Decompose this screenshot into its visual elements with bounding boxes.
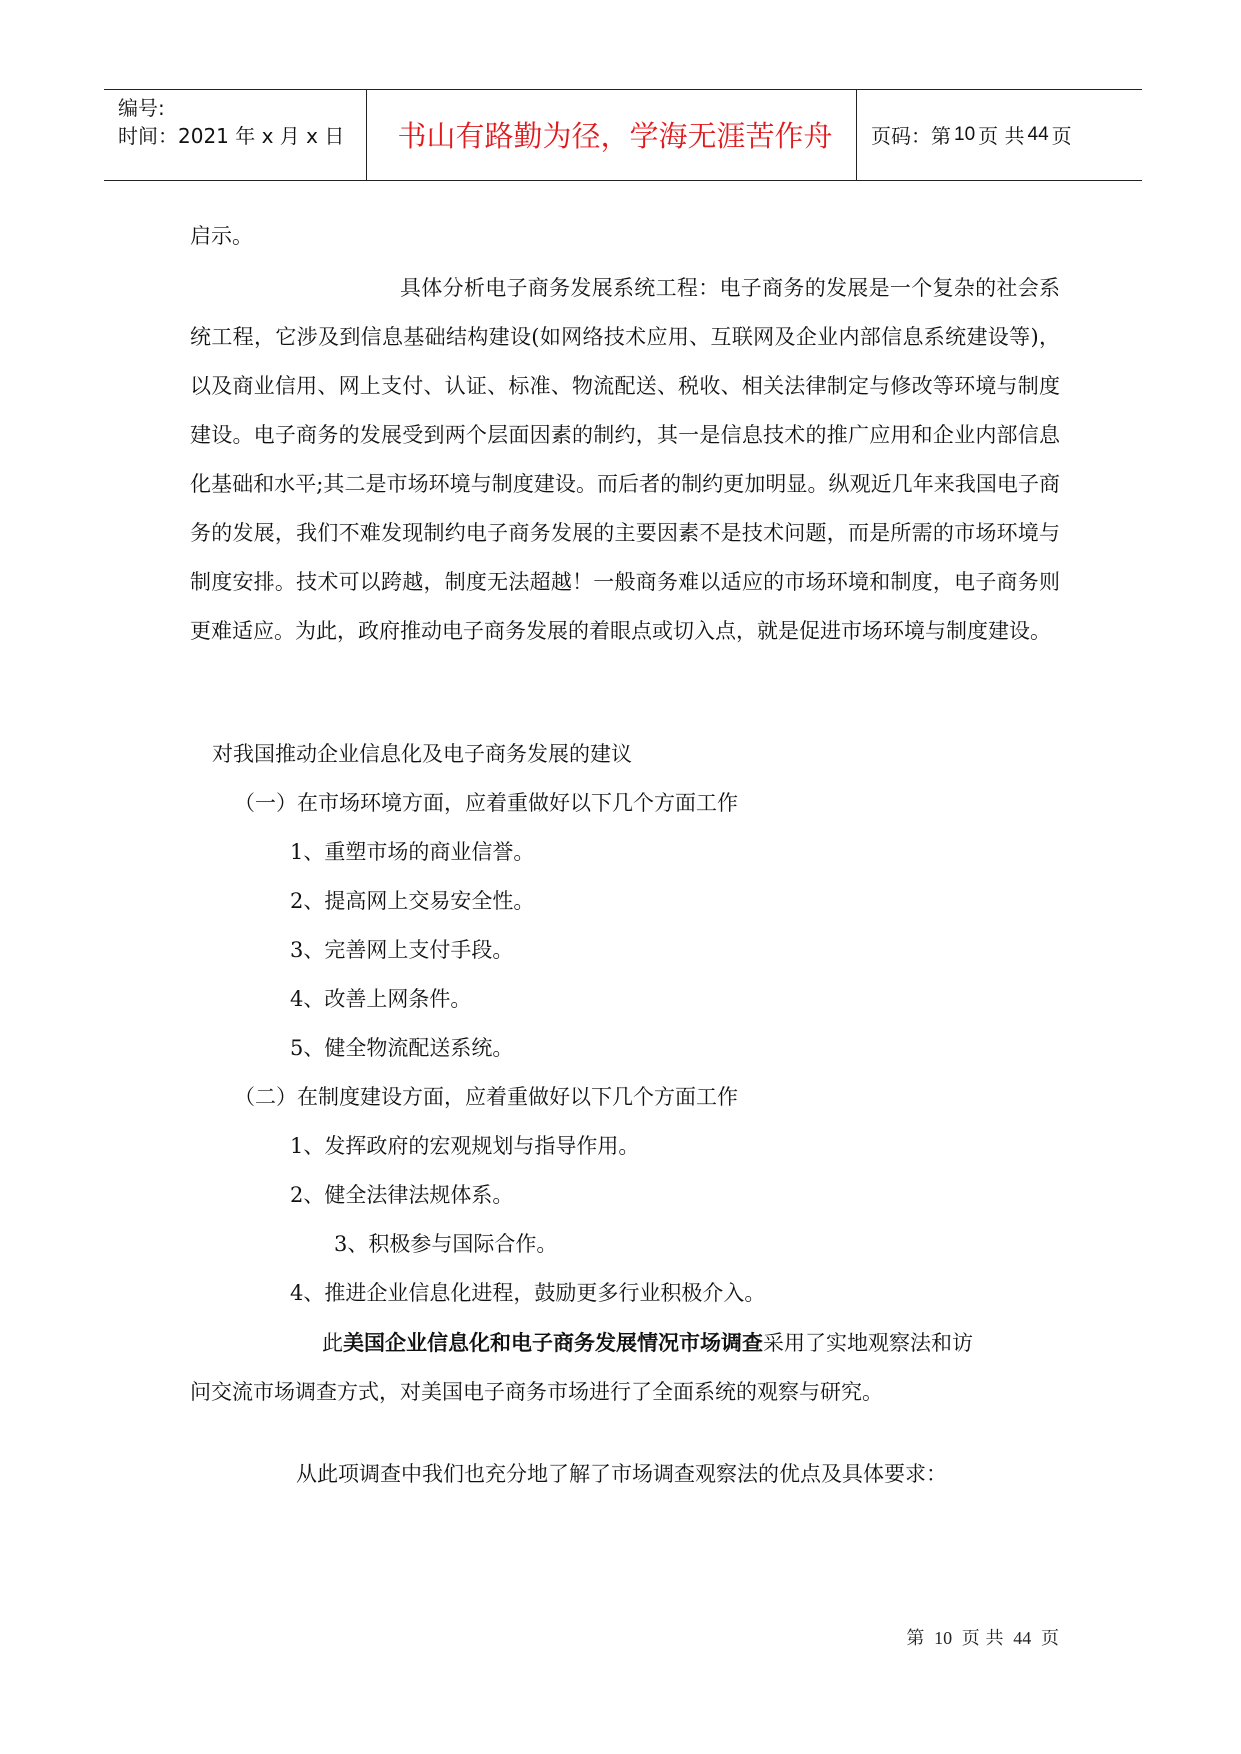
doc-number-label: 编号: [118,96,165,120]
section2-item: 3、积极参与国际合作。 [334,1232,558,1256]
footer-mid: 页 共 [961,1628,1004,1649]
section1-item: 1、重塑市场的商业信誉。 [290,840,535,864]
header-page-prefix: 页码：第 [871,124,951,148]
survey-line-1 [322,1329,973,1357]
section1-title: （一）在市场环境方面，应着重做好以下几个方面工作 [234,791,738,815]
header-page-mid: 页 共 [978,124,1025,148]
analysis-paragraph [190,264,1060,656]
footer-total: 44 [1013,1628,1032,1648]
survey-suffix: 采用了实地观察法和访 [763,1331,973,1355]
footer-suffix: 页 [1041,1628,1059,1649]
section1-item: 2、提高网上交易安全性。 [290,889,535,913]
footer-prefix: 第 [906,1628,925,1649]
page-header [104,89,1142,181]
header-page-counter [871,90,1072,179]
section2-title: （二）在制度建设方面，应着重做好以下几个方面工作 [234,1085,738,1109]
survey-line-2: 问交流市场调查方式，对美国电子商务市场进行了全面系统的观察与研究。 [190,1380,883,1404]
header-page-current: 10 [954,123,976,145]
section1-item: 5、健全物流配送系统。 [290,1036,514,1060]
time-label: 时间：2021 年 x 月 x 日 [118,124,345,148]
section2-item: 4、推进企业信息化进程，鼓励更多行业积极介入。 [290,1281,766,1305]
header-meta [118,94,344,150]
suggestion-title: 对我国推动企业信息化及电子商务发展的建议 [212,742,632,766]
survey-prefix: 此 [322,1331,343,1355]
header-divider [856,90,857,180]
section2-item: 1、发挥政府的宏观规划与指导作用。 [290,1134,640,1158]
section1-item: 3、完善网上支付手段。 [290,938,514,962]
header-motto: 书山有路勤为径，学海无涯苦作舟 [397,119,833,153]
footer-current: 10 [934,1628,953,1648]
section1-item: 4、改善上网条件。 [290,987,472,1011]
header-page-total: 44 [1027,123,1049,145]
conclusion-line: 从此项调查中我们也充分地了解了市场调查观察法的优点及具体要求： [296,1462,947,1486]
survey-bold-title: 美国企业信息化和电子商务发展情况市场调查 [343,1331,763,1355]
header-divider [366,90,367,180]
line-qishi: 启示。 [190,224,253,248]
header-page-suffix: 页 [1051,124,1072,148]
analysis-text: 具体分析电子商务发展系统工程：电子商务的发展是一个复杂的社会系统工程，它涉及到信息基础结构建设(如网络技术应用、互联网及企业内部信息系统建设等)，以及商业信用、网上支付、认证、标准、物流配送、税收、相关法律制定与修改等环境与制度建设。电子商务的发展受到两个层面因素的制约，其一是信息技术的推广应用和企业内部信息化基础和水平;其二是市场环境与制度建设。而后者的制约更加明显。纵观近几年来我国电子商务的发展，我们不难发现制约电子商务发展的主要因素不是技术问题，而是所需的市场环境与制度安排。技术可以跨越，制度无法超越！一般商务难以适应的市场环境和制度，电子商务则更难适应。为此，政府推动电子商务发展的着眼点或切入点，就是促进市场环境与制度建设。 [190,276,1060,643]
section2-item: 2、健全法律法规体系。 [290,1183,514,1207]
page-footer [906,1624,1059,1650]
